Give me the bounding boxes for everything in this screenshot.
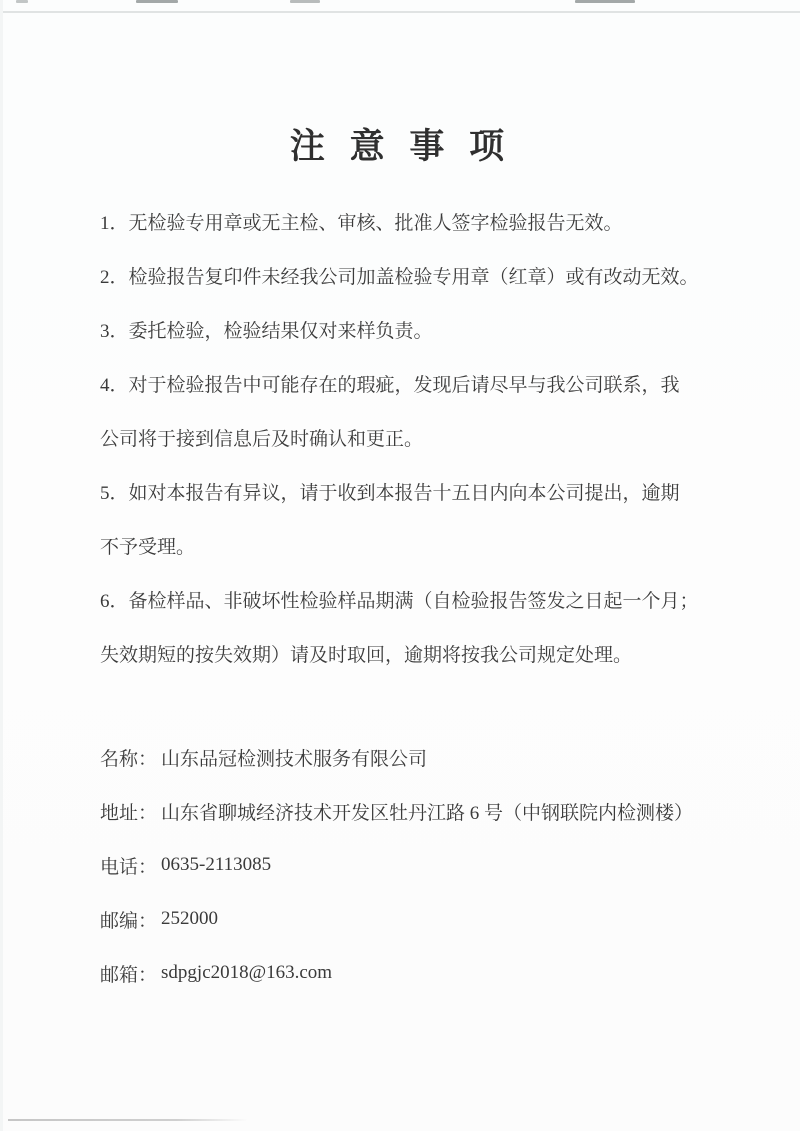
contact-label: 邮箱：	[100, 964, 158, 986]
note-line-5: 5．如对本报告有异议，请于收到本报告十五日内向本公司提出，逾期	[100, 482, 680, 504]
note-line-1: 1．无检验专用章或无主检、审核、批准人签字检验报告无效。	[100, 212, 623, 234]
contact-section	[100, 730, 760, 1000]
scan-edge-left	[0, 0, 3, 1131]
contact-label: 地址：	[100, 802, 158, 824]
scan-edge-bottom-line	[8, 1119, 248, 1121]
notes-section	[100, 194, 760, 680]
scan-artifact-dash	[16, 0, 28, 3]
contact-label: 邮编：	[100, 910, 158, 932]
contact-row-phone	[100, 838, 760, 892]
note-line-4: 4．对于检验报告中可能存在的瑕疵，发现后请尽早与我公司联系，我	[100, 374, 680, 396]
scan-artifact-dash	[136, 0, 178, 3]
scan-edge-top-line	[0, 11, 800, 13]
contact-row-email	[100, 946, 760, 1000]
email-value: sdpgjc2018@163.com	[161, 962, 333, 983]
contact-label: 电话：	[100, 856, 158, 878]
note-line-5b: 不予受理。	[100, 536, 196, 558]
note-line-4b: 公司将于接到信息后及时确认和更正。	[100, 428, 424, 450]
scan-artifact-dash	[290, 0, 320, 3]
scan-artifact-dash	[575, 0, 635, 3]
address-value: 山东省聊城经济技术开发区牡丹江路 6 号（中钢联院内检测楼）	[161, 802, 694, 824]
note-line-3: 3．委托检验，检验结果仅对来样负责。	[100, 320, 433, 342]
page-title: 注 意 事 项	[289, 127, 511, 167]
company-name-value: 山东品冠检测技术服务有限公司	[161, 748, 428, 770]
contact-label: 名称：	[100, 748, 158, 770]
contact-row-company-name	[100, 730, 760, 784]
postal-code-value: 252000	[161, 908, 219, 929]
note-line-6b: 失效期短的按失效期）请及时取回，逾期将按我公司规定处理。	[100, 644, 633, 666]
contact-row-postal-code	[100, 892, 760, 946]
phone-value: 0635-2113085	[161, 854, 272, 875]
note-line-2: 2．检验报告复印件未经我公司加盖检验专用章（红章）或有改动无效。	[100, 266, 699, 288]
contact-row-address	[100, 784, 760, 838]
note-line-6: 6．备检样品、非破坏性检验样品期满（自检验报告签发之日起一个月；	[100, 590, 699, 612]
